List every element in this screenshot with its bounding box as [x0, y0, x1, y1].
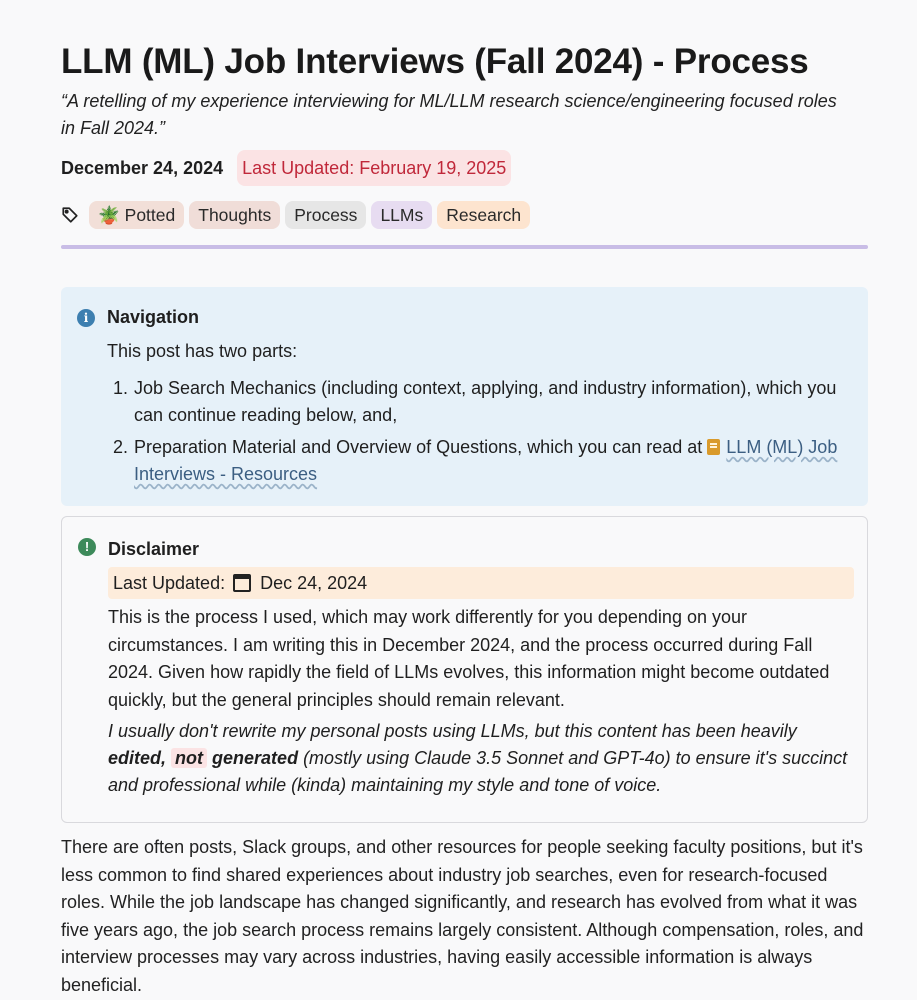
navigation-list — [107, 375, 847, 493]
header-divider — [61, 245, 868, 249]
book-icon — [707, 439, 720, 455]
tag-thoughts[interactable]: Thoughts — [189, 201, 280, 229]
tag-process[interactable]: Process — [285, 201, 366, 229]
list-item — [107, 375, 847, 429]
disclaimer-note — [108, 718, 853, 799]
navigation-callout — [61, 287, 868, 506]
note-text: I usually don't rewrite my personal posts using LLMs, but this content has been heavily — [108, 721, 797, 741]
navigation-title: Navigation — [107, 307, 200, 327]
updated-date: Dec 24, 2024 — [260, 572, 368, 593]
calendar-icon — [233, 574, 251, 592]
tag-research[interactable]: Research — [437, 201, 530, 229]
note-text-end: (mostly using Claude 3.5 Sonnet and GPT-4o) to ensure it's succinct and professional while (kinda) maintaining my style and tone of voice. — [108, 748, 848, 795]
tag-llms[interactable]: LLMs — [371, 201, 432, 229]
page-subtitle: “A retelling of my experience interviewing for ML/LLM research science/engineering focused roles in Fall 2024.” — [61, 91, 837, 138]
tag-list — [61, 201, 535, 229]
info-icon: i — [77, 309, 95, 327]
disclaimer-callout — [61, 516, 868, 823]
list-item-text: Preparation Material and Overview of Questions, which you can read at — [134, 437, 708, 457]
tag-icon — [61, 205, 81, 225]
page-title: LLM (ML) Job Interviews (Fall 2024) - Process — [61, 42, 809, 81]
disclaimer-title: Disclaimer — [108, 539, 200, 559]
list-item — [107, 434, 847, 488]
list-number: 2. — [113, 437, 129, 457]
body-paragraph: There are often posts, Slack groups, and other resources for people seeking faculty positions, but it's less common to find shared experiences about industry job searches, even for research-focused roles. While the job landscape has changed significantly, and research has evolved from what it was five years ago, the job search process remains largely consistent. Although compensation, roles, and interview processes may vary across industries, having easily accessible information is always beneficial. — [61, 837, 864, 995]
note-generated: generated — [212, 748, 299, 768]
exclamation-icon: ! — [78, 538, 96, 556]
publish-date: December 24, 2024 — [61, 157, 224, 178]
tag-potted[interactable]: 🪴 Potted — [89, 201, 184, 229]
updated-label: Last Updated: — [113, 572, 226, 593]
navigation-intro: This post has two parts: — [107, 341, 298, 361]
disclaimer-body: This is the process I used, which may work differently for you depending on your circumstances. I am writing this in December 2024, and the process occurred during Fall 2024. Given how rapidly the field of LLMs evolves, this information might become outdated quickly, but the general principles should remain relevant. — [108, 607, 830, 710]
note-not-highlight: not — [171, 748, 207, 768]
list-item-text: Job Search Mechanics (including context, applying, and industry information), which you can continue reading below, and, — [134, 378, 837, 425]
disclaimer-updated — [108, 567, 854, 599]
resources-link[interactable]: LLM (ML) Job Interviews - Resources — [134, 437, 838, 484]
meta-row — [61, 150, 511, 186]
list-number: 1. — [113, 378, 129, 398]
last-updated-badge: Last Updated: February 19, 2025 — [237, 150, 511, 186]
note-edited: edited, — [108, 748, 167, 768]
